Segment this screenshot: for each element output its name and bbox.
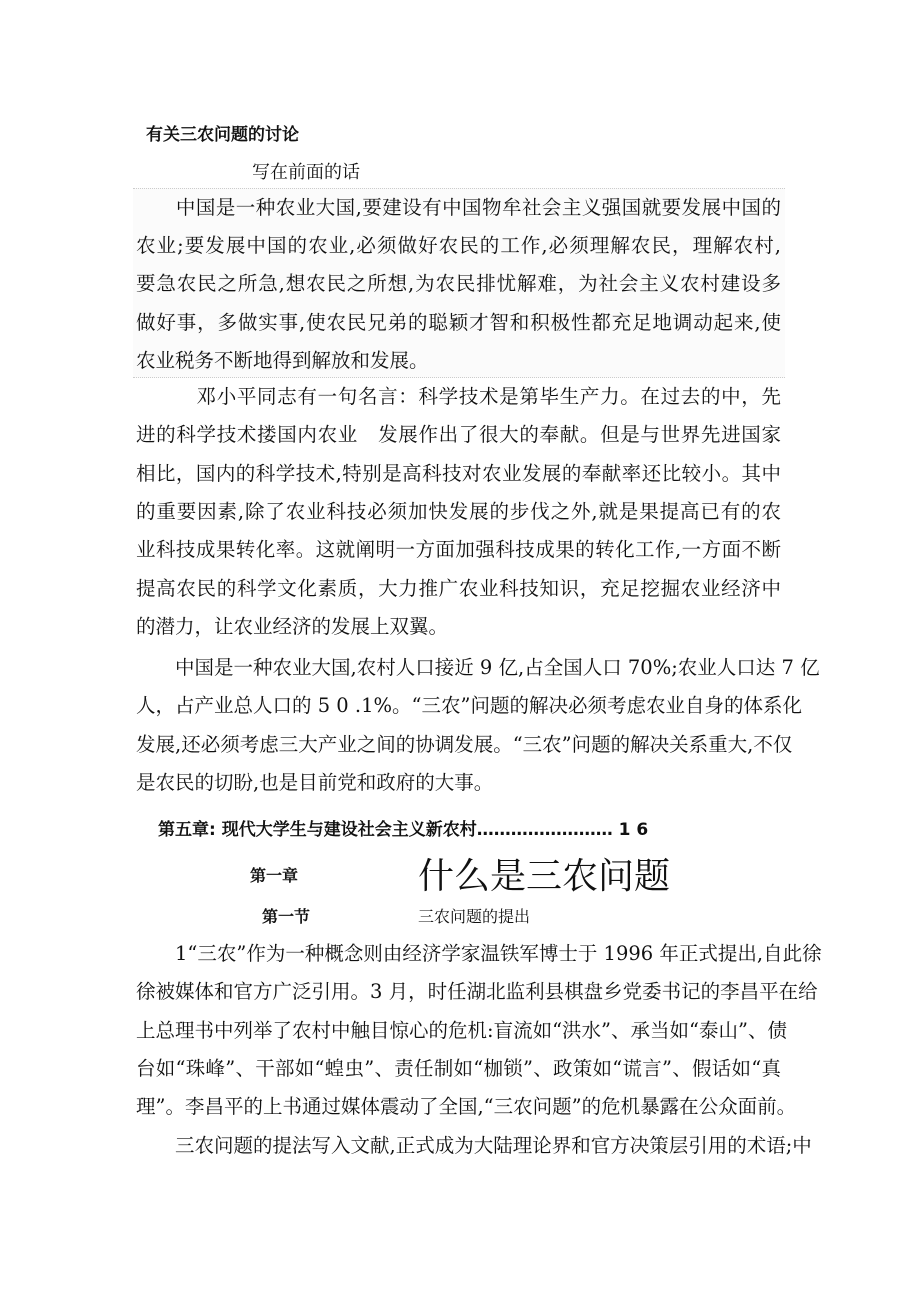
- subtitle: 写在前面的话: [252, 162, 360, 183]
- text-line: 农业;要发展中国的农业,必须做好农民的工作,必须理解农民，理解农村,: [136, 234, 781, 258]
- text-line: 理”。李昌平的上书通过媒体震动了全国,“三农问题”的危机暴露在公众面前。: [136, 1095, 797, 1119]
- text-line: 是农民的切盼,也是目前党和政府的大事。: [136, 770, 494, 794]
- text-line: 发展,还必须考虑三大产业之间的协调发展。“三农”问题的解决关系重大,不仅: [136, 732, 793, 756]
- text-line: 上总理书中列举了农村中触目惊心的危机:盲流如“洪水”、承当如“泰山”、债: [136, 1018, 787, 1042]
- text-line: 邓小平同志有一句名言：科学技术是第毕生产力。在过去的中，先: [136, 385, 781, 408]
- text-line: 做好事，多做实事,使农民兄弟的聪颖才智和积极性都充足地调动起来,使: [136, 310, 781, 334]
- text-line: 台如“珠峰”、干部如“蝗虫”、责任制如“枷锁”、政策如“谎言”、假话如“真: [136, 1056, 781, 1080]
- chapter-label: 第一章: [250, 866, 299, 885]
- text-line: 相比，国内的科学技术,特别是高科技对农业发展的奉献率还比较小。其中: [136, 461, 781, 485]
- section-title: 三农问题的提出: [418, 907, 531, 926]
- text-line: 的重要因素,除了农业科技必须加快发展的步伐之外,就是果提高已有的农: [136, 499, 781, 523]
- text-line: 人，占产业总人口的 5 0 .1%。“三农”问题的解决必须考虑农业自身的体系化: [136, 694, 802, 718]
- text-line: 的潜力，让农业经济的发展上双翼。: [136, 614, 449, 638]
- text-line: 三农问题的提法写入文献,正式成为大陆理论界和官方决策层引用的术语;中: [136, 1134, 812, 1157]
- text-line: 业科技成果转化率。这就阐明一方面加强科技成果的转化工作,一方面不断: [136, 538, 781, 562]
- text-line: 1“三农”作为一种概念则由经济学家温铁军博士于 1996 年正式提出,自此徐: [136, 942, 822, 965]
- section-label: 第一节: [262, 907, 311, 926]
- text-line: 农业税务不断地得到解放和发展。: [136, 348, 429, 372]
- toc-entry: 第五章: 现代大学生与建设社会主义新农村…………………… 1 6: [158, 820, 649, 840]
- text-line: 中国是一种农业大国,要建设有中国物牟社会主义强国就要发展中国的: [136, 196, 781, 219]
- text-line: 徐被媒体和官方广泛引用。3 月，时任湖北监利县棋盘乡党委书记的李昌平在给: [136, 980, 818, 1004]
- text-line: 要急农民之所急,想农民之所想,为农民排忧解难，为社会主义农村建设多: [136, 272, 781, 296]
- text-line: 提高农民的科学文化素质，大力推广农业科技知识，充足挖掘农业经济中: [136, 576, 781, 600]
- chapter-title: 什么是三农问题: [418, 856, 671, 897]
- text-line: 进的科学技术搂国内农业 发展作出了很大的奉献。但是与世界先进国家: [136, 423, 781, 447]
- document-title: 有关三农问题的讨论: [146, 125, 299, 145]
- text-line: 中国是一种农业大国,农村人口接近 9 亿,占全国人口 70%;农业人口达 7 亿: [136, 656, 820, 679]
